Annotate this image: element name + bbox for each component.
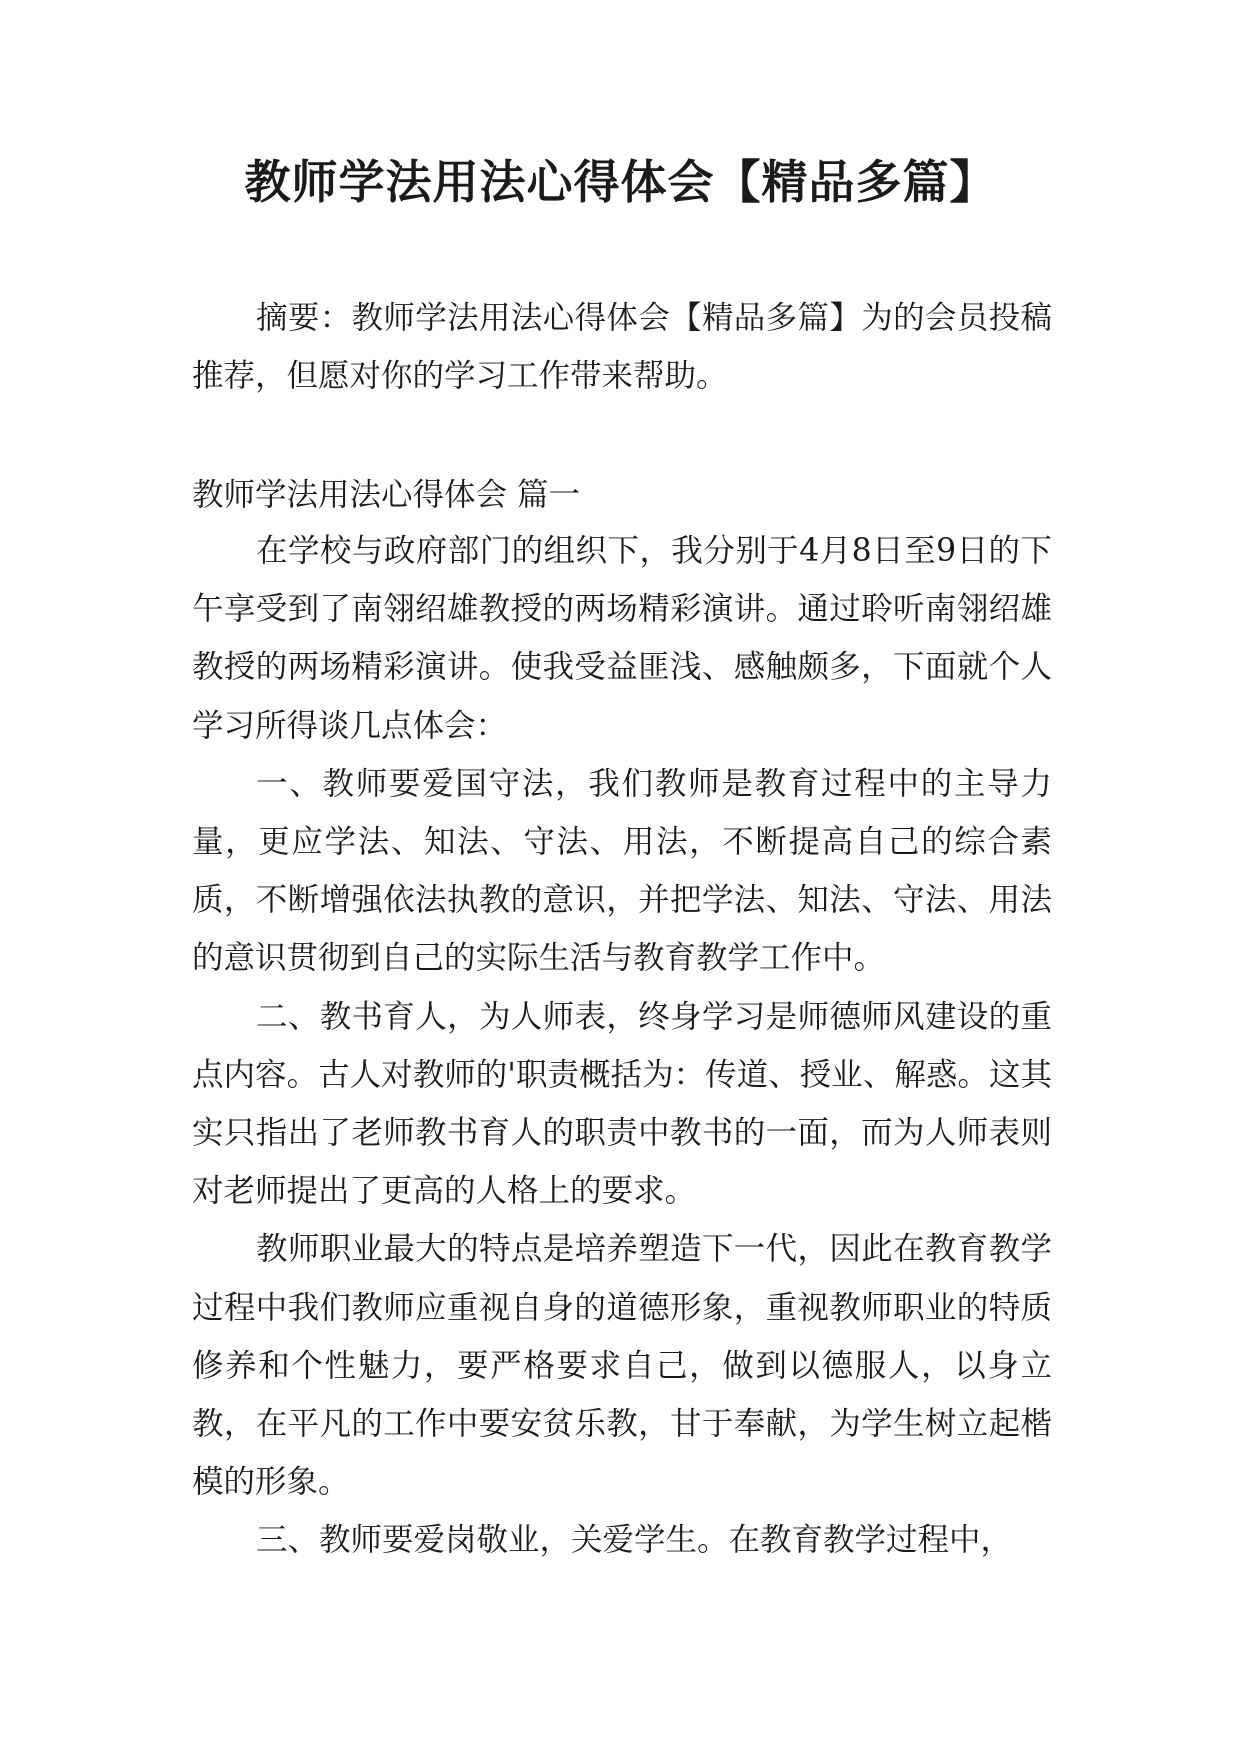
body-paragraph: 一、教师要爱国守法，我们教师是教育过程中的主导力量，更应学法、知法、守法、用法，不断提高自己的综合素质，不断增强依法执教的意识，并把学法、知法、守法、用法的意识贯彻到自己的实际生活与教育教学工作中。 bbox=[192, 765, 1052, 977]
abstract-paragraph: 摘要：教师学法用法心得体会【精品多篇】为的会员投稿推荐，但愿对你的学习工作带来帮助。 bbox=[192, 300, 1052, 395]
body-paragraph: 三、教师要爱岗敬业，关爱学生。在教育教学过程中， bbox=[256, 1522, 1013, 1559]
body-paragraph: 在学校与政府部门的组织下，我分别于4月8日至9日的下午享受到了南翎绍雄教授的两场精彩演讲。通过聆听南翎绍雄教授的两场精彩演讲。使我受益匪浅、感触颇多，下面就个人学习所得谈几点体会： bbox=[192, 533, 1052, 744]
document-title: 教师学法用法心得体会【精品多篇】 bbox=[244, 155, 997, 209]
body-paragraph: 二、教书育人，为人师表，终身学习是师德师风建设的重点内容。古人对教师的'职责概括为：传道、授业、解惑。这其实只指出了老师教书育人的职责中教书的一面，而为人师表则对老师提出了更高的人格上的要求。 bbox=[192, 998, 1052, 1210]
article-body bbox=[192, 522, 1052, 1570]
section-heading: 教师学法用法心得体会 篇一 bbox=[192, 477, 581, 513]
body-paragraph: 教师职业最大的特点是培养塑造下一代，因此在教育教学过程中我们教师应重视自身的道德形象，重视教师职业的特质修养和个性魅力，要严格要求自己，做到以德服人，以身立教，在平凡的工作中要安贫乐教，甘于奉献，为学生树立起楷模的形象。 bbox=[192, 1231, 1052, 1501]
